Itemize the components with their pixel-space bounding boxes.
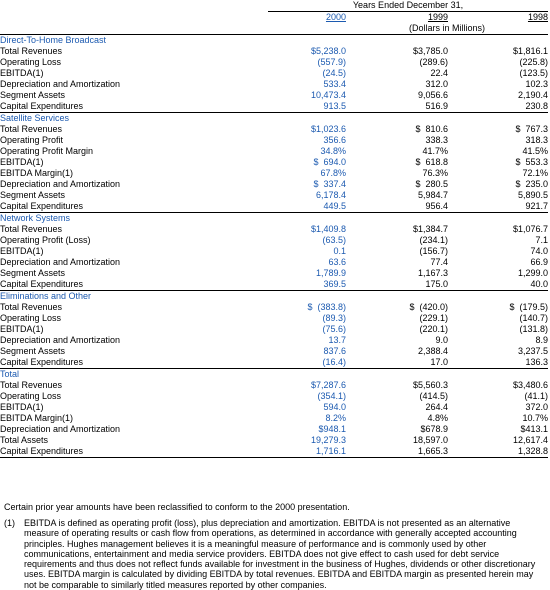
value-cell: $ 618.8 [415, 157, 448, 167]
table-row [0, 46, 548, 57]
row-label: Capital Expenditures [0, 201, 84, 211]
header-units-row [0, 23, 548, 35]
value-cell: 76.3% [422, 168, 448, 178]
value-cell: (131.8) [519, 324, 548, 334]
value-cell: (229.1) [419, 313, 448, 323]
row-label: Total Assets [0, 435, 49, 445]
row-label: EBITDA(1) [0, 246, 44, 256]
row-label: EBITDA Margin(1) [0, 413, 74, 423]
table-row [0, 391, 548, 402]
table-row [0, 402, 548, 413]
value-cell: $5,560.3 [412, 380, 448, 390]
value-cell: 1,167.3 [417, 268, 448, 278]
section-title: Direct-To-Home Broadcast [0, 35, 548, 47]
table-row [0, 101, 548, 113]
table-row [0, 413, 548, 424]
table-row [0, 435, 548, 446]
value-cell: 2,388.4 [417, 346, 448, 356]
value-cell: 10,473.4 [310, 90, 346, 100]
value-cell: 5,984.7 [417, 190, 448, 200]
value-cell: $678.9 [420, 424, 448, 434]
value-cell: (41.1) [524, 391, 548, 401]
table-row [0, 235, 548, 246]
row-label: Depreciation and Amortization [0, 335, 121, 345]
year-2000: 2000 [325, 12, 346, 22]
value-cell: $1,384.7 [412, 224, 448, 234]
value-cell: 40.0 [530, 279, 548, 289]
value-cell: 74.0 [530, 246, 548, 256]
value-cell: $ 235.0 [515, 179, 548, 189]
value-cell: $ (383.8) [307, 302, 346, 312]
row-label: Operating Profit (Loss) [0, 235, 91, 245]
table-row [0, 146, 548, 157]
value-cell: 449.5 [323, 201, 346, 211]
table-row [0, 346, 548, 357]
value-cell: 77.4 [430, 257, 448, 267]
row-label: Total Revenues [0, 380, 63, 390]
table-row [0, 302, 548, 313]
value-cell: (354.1) [317, 391, 346, 401]
table-row [0, 168, 548, 179]
value-cell: $1,816.1 [512, 46, 548, 56]
table-row [0, 357, 548, 369]
value-cell: $3,480.6 [512, 380, 548, 390]
value-cell: 17.0 [430, 357, 448, 367]
value-cell: 533.4 [323, 79, 346, 89]
value-cell: 1,789.9 [315, 268, 346, 278]
value-cell: $ (179.5) [509, 302, 548, 312]
table-row [0, 201, 548, 213]
section-title: Eliminations and Other [0, 291, 548, 303]
value-cell: 66.9 [530, 257, 548, 267]
value-cell: 2,190.4 [517, 90, 548, 100]
value-cell: 4.8% [427, 413, 448, 423]
value-cell: 956.4 [425, 201, 448, 211]
year-1999: 1999 [427, 12, 448, 22]
table-row [0, 90, 548, 101]
value-cell: $ 694.0 [313, 157, 346, 167]
value-cell: (75.6) [322, 324, 346, 334]
value-cell: $3,785.0 [412, 46, 448, 56]
row-label: Capital Expenditures [0, 446, 268, 458]
row-label: EBITDA Margin(1) [0, 168, 74, 178]
section-header [0, 213, 548, 225]
value-cell: (63.5) [322, 235, 346, 245]
value-cell: 3,237.5 [517, 346, 548, 356]
row-label: Total Revenues [0, 224, 63, 234]
value-cell: 1,665.3 [346, 446, 448, 458]
value-cell: 67.8% [320, 168, 346, 178]
row-label: EBITDA(1) [0, 157, 44, 167]
value-cell: 318.3 [525, 135, 548, 145]
row-label: Segment Assets [0, 90, 66, 100]
value-cell: $1,023.6 [310, 124, 346, 134]
table-row [0, 246, 548, 257]
table-row [0, 446, 548, 458]
section-title: Satellite Services [0, 113, 548, 125]
value-cell: 8.9 [535, 335, 548, 345]
period-heading: Years Ended December 31, [268, 0, 548, 12]
table-row [0, 124, 548, 135]
value-cell: 136.3 [525, 357, 548, 367]
value-cell: 41.7% [422, 146, 448, 156]
value-cell: 594.0 [323, 402, 346, 412]
value-cell: 13.7 [328, 335, 346, 345]
value-cell: 10.7% [522, 413, 548, 423]
value-cell: $413.1 [520, 424, 548, 434]
table-row [0, 324, 548, 335]
row-label: EBITDA(1) [0, 324, 44, 334]
section-header [0, 291, 548, 303]
year-1998: 1998 [527, 12, 548, 22]
value-cell: 18,597.0 [412, 435, 448, 445]
table-row [0, 68, 548, 79]
value-cell: (220.1) [419, 324, 448, 334]
section-title: Network Systems [0, 213, 548, 225]
table-row [0, 79, 548, 90]
value-cell: (16.4) [322, 357, 346, 367]
row-label: Total Revenues [0, 124, 63, 134]
value-cell: 12,617.4 [512, 435, 548, 445]
value-cell: 516.9 [425, 101, 448, 111]
value-cell: 338.3 [425, 135, 448, 145]
header-years-row [0, 12, 548, 24]
row-label: Capital Expenditures [0, 279, 84, 289]
value-cell: 372.0 [525, 402, 548, 412]
value-cell: $1,409.8 [310, 224, 346, 234]
value-cell: (89.3) [322, 313, 346, 323]
value-cell: 9.0 [435, 335, 448, 345]
value-cell: 72.1% [522, 168, 548, 178]
value-cell: 913.5 [323, 101, 346, 111]
value-cell: 175.0 [425, 279, 448, 289]
section-title: Total [0, 369, 548, 381]
table-row [0, 380, 548, 391]
value-cell: $ 767.3 [515, 124, 548, 134]
value-cell: 63.6 [328, 257, 346, 267]
row-label: Depreciation and Amortization [0, 424, 121, 434]
row-label: Capital Expenditures [0, 101, 84, 111]
value-cell: (234.1) [419, 235, 448, 245]
value-cell: 312.0 [425, 79, 448, 89]
row-label: Operating Loss [0, 391, 62, 401]
row-label: EBITDA(1) [0, 402, 44, 412]
table-row [0, 135, 548, 146]
row-label: Depreciation and Amortization [0, 257, 121, 267]
table-row [0, 57, 548, 68]
value-cell: 230.8 [525, 101, 548, 111]
row-label: Capital Expenditures [0, 357, 84, 367]
value-cell: 1,328.8 [448, 446, 548, 458]
value-cell: 0.1 [333, 246, 346, 256]
footnote-text: EBITDA is defined as operating profit (loss), plus depreciation and amortization. EBITDA is not presented as an alternative measure of operating results or cash flow from operations, as determined in accordance with generally accepted accounting principles. Hughes management believes it is a meaningful measure of performance and is commonly used by other communications, entertainment and media service providers. EBITDA does not give effect to cash used for debt service requirements and thus does not reflect funds available for investment in the business of Hughes, dividends or other discretionary uses. EBITDA margin is calculated by dividing EBITDA by total revenues. EBITDA and EBITDA margin as presented herein may not be comparable to similarly titled measures reported by other companies. [24, 518, 536, 590]
row-label: Segment Assets [0, 346, 66, 356]
row-label: Segment Assets [0, 190, 66, 200]
section-header [0, 35, 548, 47]
table-row [0, 179, 548, 190]
value-cell: 19,279.3 [310, 435, 346, 445]
value-cell: $7,287.6 [310, 380, 346, 390]
value-cell: $948.1 [318, 424, 346, 434]
row-label: Segment Assets [0, 268, 66, 278]
value-cell: 6,178.4 [315, 190, 346, 200]
footnote-marker: (1) [4, 518, 15, 528]
value-cell: $ 810.6 [415, 124, 448, 134]
table-row [0, 224, 548, 235]
section-header [0, 369, 548, 381]
value-cell: (289.6) [419, 57, 448, 67]
table-row [0, 313, 548, 324]
value-cell: 41.5% [522, 146, 548, 156]
value-cell: (123.5) [519, 68, 548, 78]
row-label: Total Revenues [0, 302, 63, 312]
row-label: Total Revenues [0, 46, 63, 56]
value-cell: 837.6 [323, 346, 346, 356]
value-cell: $ (420.0) [409, 302, 448, 312]
value-cell: 369.5 [323, 279, 346, 289]
reclass-note: Certain prior year amounts have been reclassified to conform to the 2000 presentation. [4, 502, 350, 512]
value-cell: 8.2% [325, 413, 346, 423]
value-cell: $ 280.5 [415, 179, 448, 189]
value-cell: 22.4 [430, 68, 448, 78]
section-header [0, 113, 548, 125]
value-cell: 1,299.0 [517, 268, 548, 278]
table-row [0, 157, 548, 168]
row-label: Operating Profit Margin [0, 146, 94, 156]
value-cell: $1,076.7 [512, 224, 548, 234]
row-label: Depreciation and Amortization [0, 79, 121, 89]
row-label: Depreciation and Amortization [0, 179, 121, 189]
value-cell: $ 553.3 [515, 157, 548, 167]
value-cell: 7.1 [535, 235, 548, 245]
value-cell: $ 337.4 [313, 179, 346, 189]
row-label: Operating Profit [0, 135, 64, 145]
value-cell: 921.7 [525, 201, 548, 211]
row-label: Operating Loss [0, 57, 62, 67]
table-row [0, 268, 548, 279]
table-row [0, 335, 548, 346]
value-cell: (225.8) [519, 57, 548, 67]
value-cell: 264.4 [425, 402, 448, 412]
units-label: (Dollars in Millions) [346, 23, 548, 35]
row-label: EBITDA(1) [0, 68, 44, 78]
value-cell: 9,056.6 [417, 90, 448, 100]
value-cell: (24.5) [322, 68, 346, 78]
value-cell: (156.7) [419, 246, 448, 256]
row-label: Operating Loss [0, 313, 62, 323]
header-period-row [0, 0, 548, 12]
table-row [0, 257, 548, 268]
ebitda-footnote [4, 518, 544, 590]
value-cell: (414.5) [419, 391, 448, 401]
value-cell: 5,890.5 [517, 190, 548, 200]
value-cell: (557.9) [317, 57, 346, 67]
value-cell: $5,238.0 [310, 46, 346, 56]
value-cell: 102.3 [525, 79, 548, 89]
value-cell: 34.8% [320, 146, 346, 156]
value-cell: (140.7) [519, 313, 548, 323]
table-row [0, 279, 548, 291]
value-cell: 1,716.1 [268, 446, 346, 458]
table-row [0, 424, 548, 435]
value-cell: 356.6 [323, 135, 346, 145]
table-row [0, 190, 548, 201]
